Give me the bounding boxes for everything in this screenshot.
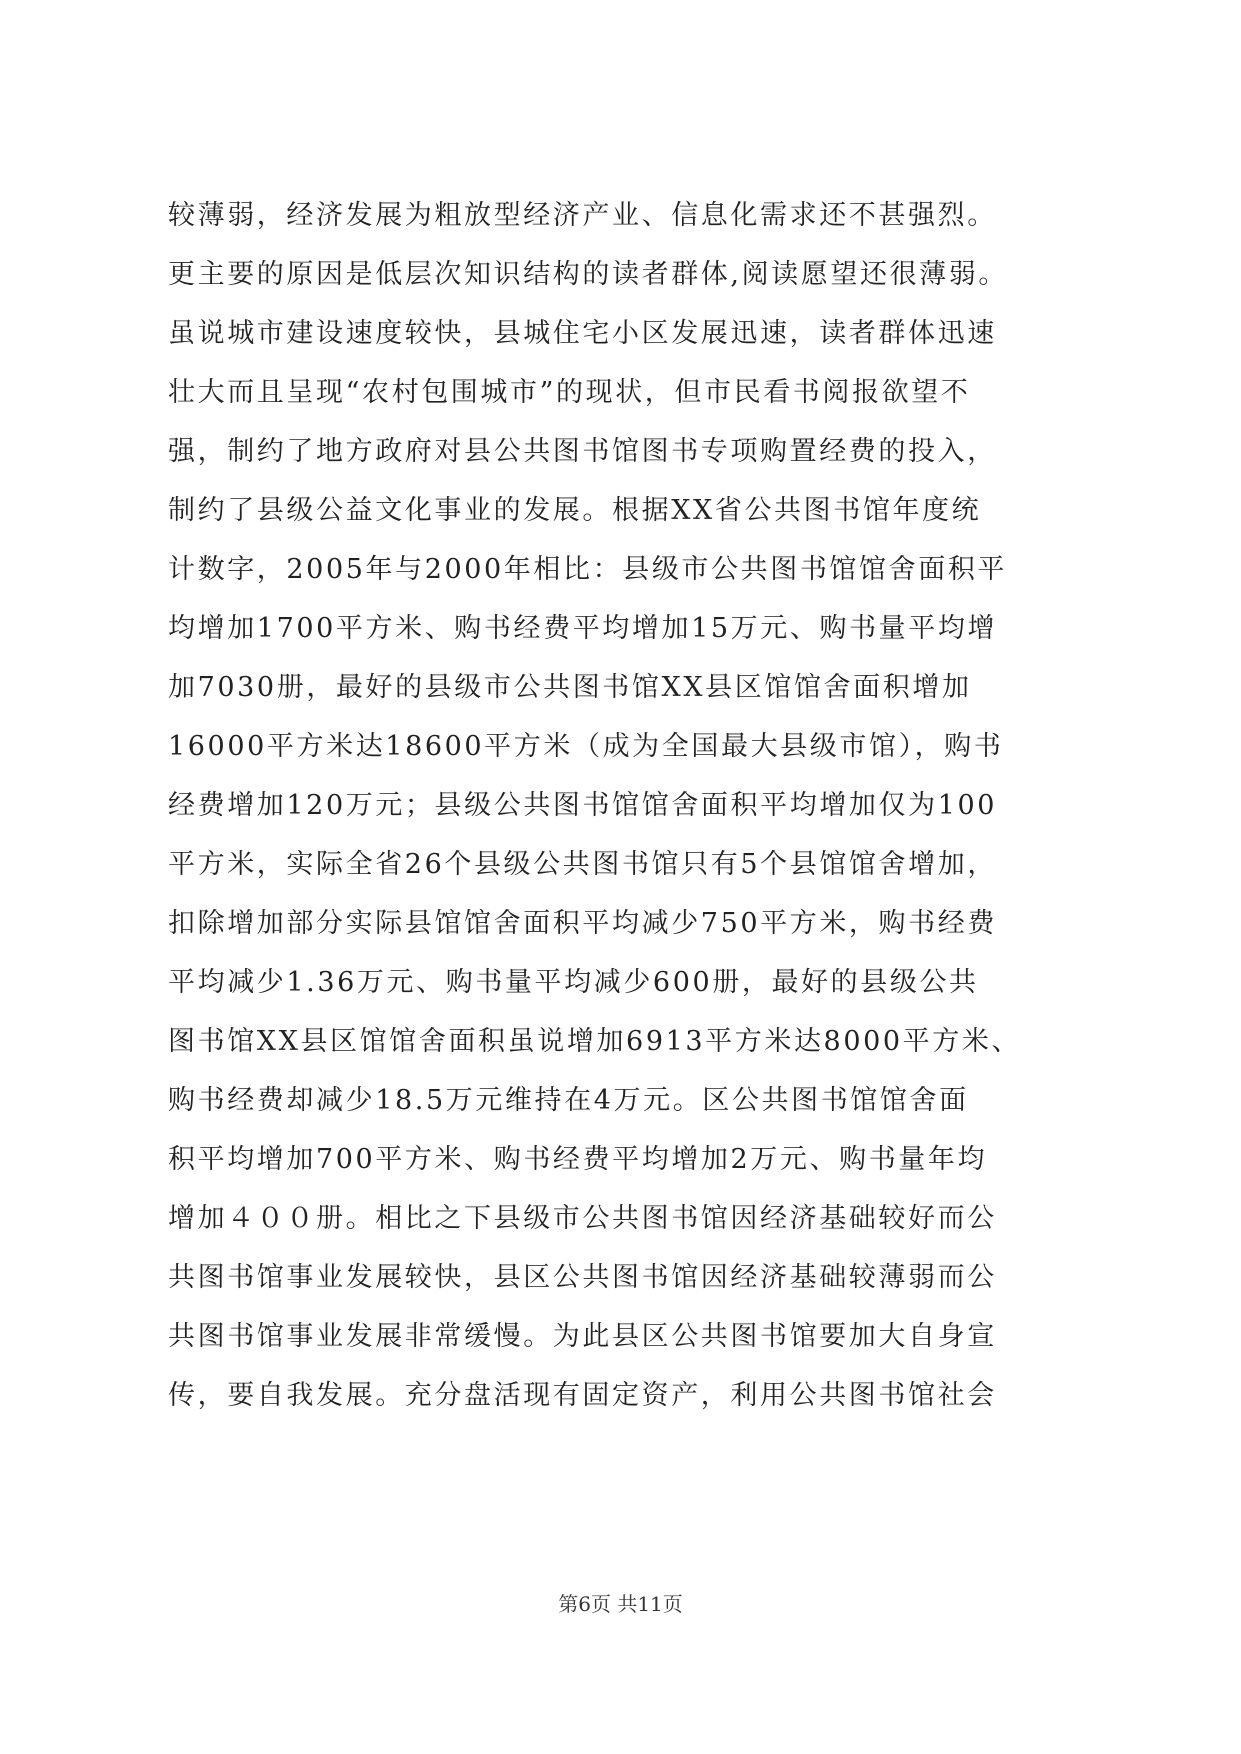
text-line: 更主要的原因是低层次知识结构的读者群体,阅读愿望还很薄弱。 <box>168 259 1008 290</box>
text-line: 平方米，实际全省26个县级公共图书馆只有5个县馆馆舍增加， <box>168 849 997 880</box>
text-line: 加7030册，最好的县级市公共图书馆XX县区馆馆舍面积增加 <box>168 672 972 703</box>
text-line: 强，制约了地方政府对县公共图书馆图书专项购置经费的投入， <box>168 436 997 467</box>
text-line: 经费增加120万元；县级公共图书馆馆舍面积平均增加仅为100 <box>168 790 998 821</box>
text-line: 壮大而且呈现“农村包围城市”的现状，但市民看书阅报欲望不 <box>168 377 971 408</box>
body-text <box>168 186 1098 1425</box>
text-line: 平均减少1.36万元、购书量平均减少600册，最好的县级公共 <box>168 967 979 998</box>
text-line: 16000平方米达18600平方米（成为全国最大县级市馆），购书 <box>168 731 1004 762</box>
text-line: 计数字，2005年与2000年相比：县级市公共图书馆馆舍面积平 <box>168 554 1008 585</box>
text-line: 虽说城市建设速度较快，县城住宅小区发展迅速，读者群体迅速 <box>168 318 997 349</box>
text-line: 扣除增加部分实际县馆馆舍面积平均减少750平方米，购书经费 <box>168 908 997 939</box>
text-line: 共图书馆事业发展非常缓慢。为此县区公共图书馆要加大自身宣 <box>168 1321 997 1352</box>
text-line: 共图书馆事业发展较快，县区公共图书馆因经济基础较薄弱而公 <box>168 1262 997 1293</box>
page-number-footer: 第6页 共11页 <box>558 1592 683 1616</box>
text-line: 增加４００册。相比之下县级市公共图书馆因经济基础较好而公 <box>168 1203 997 1234</box>
text-line: 图书馆XX县区馆馆舍面积虽说增加6913平方米达8000平方米、 <box>168 1026 1022 1057</box>
text-line: 较薄弱，经济发展为粗放型经济产业、信息化需求还不甚强烈。 <box>168 200 997 231</box>
text-line: 购书经费却减少18.5万元维持在4万元。区公共图书馆馆舍面 <box>168 1085 969 1116</box>
text-line: 传，要自我发展。充分盘活现有固定资产，利用公共图书馆社会 <box>168 1380 997 1411</box>
text-line: 均增加1700平方米、购书经费平均增加15万元、购书量平均增 <box>168 613 998 644</box>
text-line: 制约了县级公益文化事业的发展。根据XX省公共图书馆年度统 <box>168 495 982 526</box>
text-line: 积平均增加700平方米、购书经费平均增加2万元、购书量年均 <box>168 1144 988 1175</box>
